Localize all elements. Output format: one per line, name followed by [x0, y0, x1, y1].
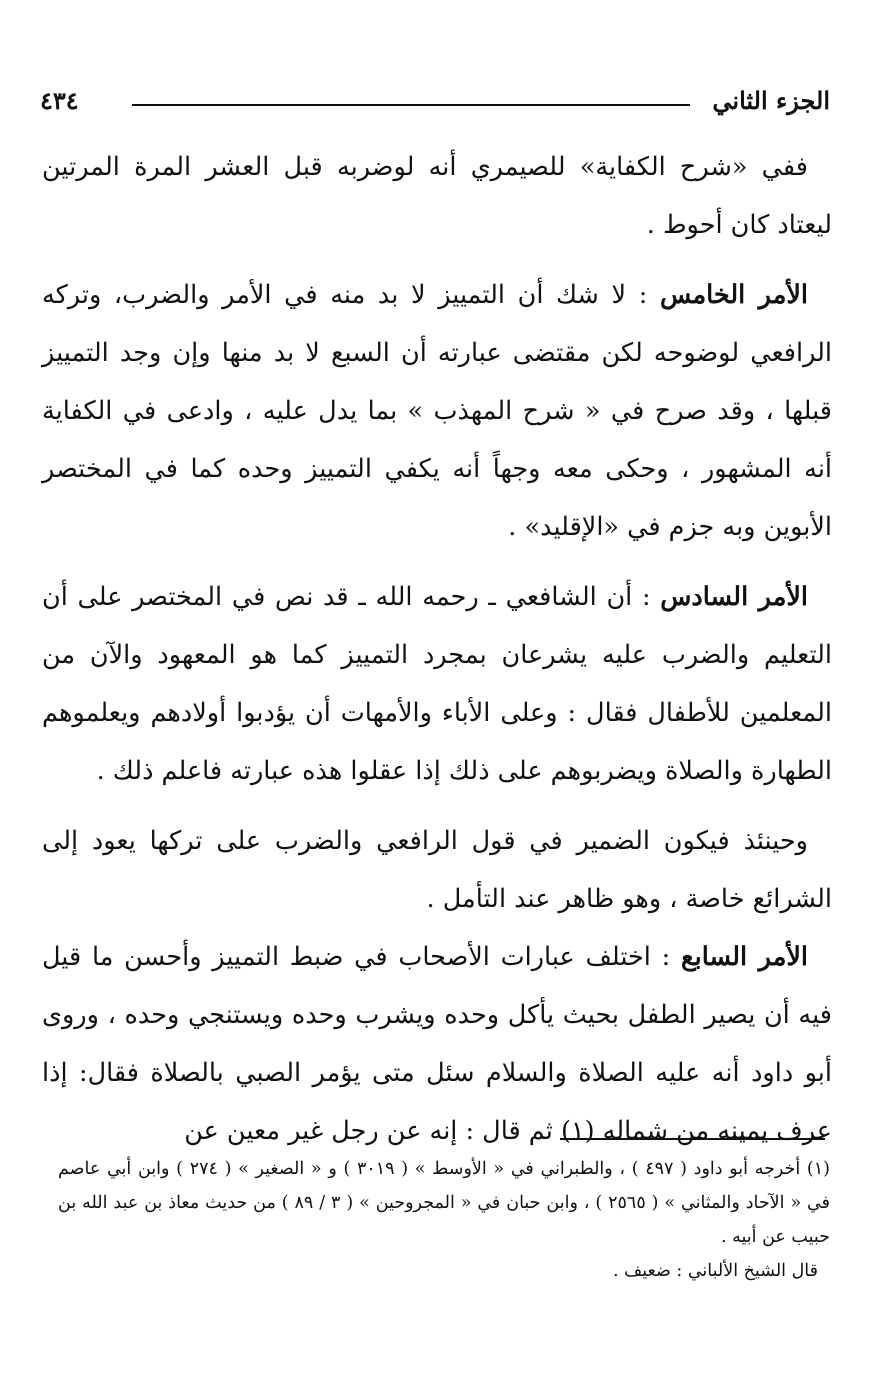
paragraph-text: ففي «شرح الكفاية» للصيمري أنه لوضربه قبل العشر المرة المرتين ليعتاد كان أحوط . [42, 152, 832, 240]
paragraph-4 [42, 812, 832, 928]
volume-title: الجزء الثاني [712, 86, 830, 115]
paragraph-text: : اختلف عبارات الأصحاب في ضبط التمييز وأحسن ما قيل فيه أن يصير الطفل بحيث يأكل وحده ويشرب وحده ويستنجي وحده ، وروى أبو داود أنه عليه الصلاة والسلام سئل متى يؤمر الصبي بالصلاة فقال: إذا عرف يمينه من شماله (١) ثم قال : إنه عن رجل غير معين عن [42, 942, 832, 1146]
paragraph-2 [42, 266, 832, 556]
paragraph-3 [42, 568, 832, 800]
footnote-1: (١) أخرجه أبو داود ( ٤٩٧ ) ، والطبراني في « الأوسط » ( ٣٠١٩ ) و « الصغير » ( ٢٧٤ ) وابن أبي عاصم في « الآحاد والمثاني » ( ٢٥٦٥ ) ، وابن حبان في « المجروحين » ( ٣ / ٨٩ ) من حديث معاذ بن عبد الله بن حبيب عن أبيه . [58, 1159, 831, 1247]
paragraph-text: وحينئذ فيكون الضمير في قول الرافعي والضرب على تركها يعود إلى الشرائع خاصة ، وهو ظاهر عند التأمل . [42, 826, 832, 914]
page-number: ٤٣٤ [40, 86, 79, 115]
header-rule [132, 104, 690, 106]
paragraph-text: : أن الشافعي ـ رحمه الله ـ قد نص في المختصر على أن التعليم والضرب عليه يشرعان بمجرد التمييز كما هو المعهود والآن من المعلمين للأطفال فقال : وعلى الأباء والأمهات أن يؤدبوا أولادهم ويعلموهم الطهارة والصلاة ويضربوهم على ذلك إذا عقلوا هذه عبارته فاعلم ذلك . [42, 582, 832, 786]
footnote-verdict: قال الشيخ الألباني : ضعيف . [612, 1261, 818, 1281]
footnote-rule [560, 1138, 825, 1140]
paragraph-heading: الأمر السادس [660, 582, 809, 612]
paragraph-heading: الأمر السابع [681, 942, 808, 972]
paragraph-1 [42, 138, 832, 254]
footnotes [58, 1152, 830, 1288]
paragraph-heading: الأمر الخامس [659, 280, 808, 310]
running-header [40, 82, 830, 122]
main-text [42, 138, 832, 1160]
paragraph-text: : لا شك أن التمييز لا بد منه في الأمر والضرب، وتركه الرافعي لوضوحه لكن مقتضى عبارته أن السبع لا بد منها وإن وجد التمييز قبلها ، وقد صرح في « شرح المهذب » بما يدل عليه ، وادعى في الكفاية أنه المشهور ، وحكى معه وجهاً أنه يكفي التمييز وحده كما في المختصر الأبوين وبه جزم في «الإقليد» . [42, 280, 832, 542]
paragraph-5 [42, 928, 832, 1160]
